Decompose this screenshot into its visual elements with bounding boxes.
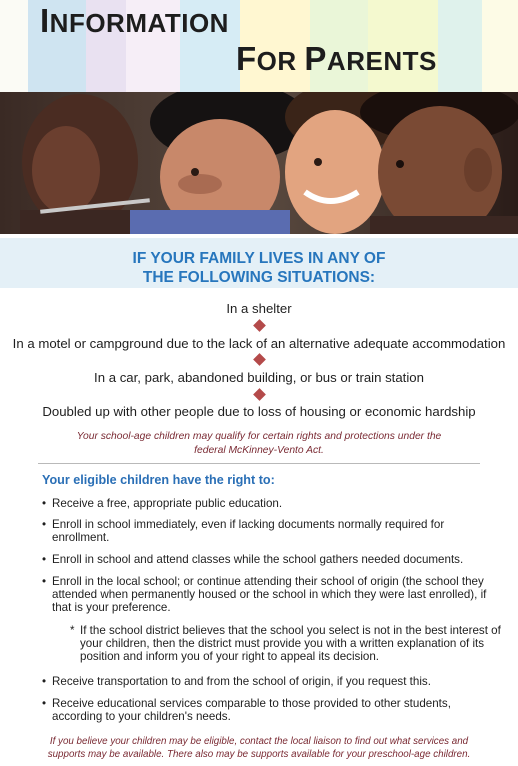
title-initial: I bbox=[40, 2, 50, 39]
eligibility-note-line2: federal McKinney-Vento Act. bbox=[194, 445, 324, 456]
title-rest: OR bbox=[256, 46, 305, 76]
page-title-line1 bbox=[40, 2, 229, 40]
bullet-icon: • bbox=[42, 575, 47, 588]
title-initial: P bbox=[304, 40, 327, 77]
footer-note bbox=[0, 735, 518, 761]
situation-item: Doubled up with other people due to loss of housing or economic hardship bbox=[42, 404, 476, 419]
situations-heading-line1: IF YOUR FAMILY LIVES IN ANY OF bbox=[132, 250, 386, 267]
bullet-icon: • bbox=[42, 553, 47, 566]
rights-item-text: Enroll in school immediately, even if lacking documents normally required for enrollment. bbox=[52, 518, 445, 544]
children-photo-illustration bbox=[0, 92, 518, 234]
rights-heading: Your eligible children have the right to: bbox=[42, 473, 275, 487]
header-stripe bbox=[438, 0, 482, 92]
footer-line1: If you believe your children may be eligible, contact the local liaison to find out what services and bbox=[49, 736, 469, 747]
page-title-line2 bbox=[236, 40, 437, 78]
title-initial: F bbox=[236, 40, 257, 77]
title-rest: NFORMATION bbox=[49, 8, 229, 38]
situations-heading-line2: THE FOLLOWING SITUATIONS: bbox=[142, 269, 376, 286]
eligibility-note-line1: Your school-age children may qualify for certain rights and protections under the bbox=[76, 431, 442, 442]
situation-item: In a shelter bbox=[226, 301, 292, 316]
rights-item-text: Receive a free, appropriate public education. bbox=[52, 497, 283, 510]
situation-item: In a motel or campground due to the lack of an alternative adequate accommodation bbox=[12, 336, 506, 351]
rights-item-text: Receive educational services comparable to those provided to other students, according to your children's needs. bbox=[52, 697, 451, 723]
situation-item: In a car, park, abandoned building, or bus or train station bbox=[94, 370, 424, 385]
rights-list-item bbox=[42, 553, 512, 566]
rights-list-item bbox=[42, 575, 512, 614]
children-photo bbox=[0, 92, 518, 234]
rights-list-item bbox=[42, 675, 512, 688]
diamond-icon bbox=[253, 353, 266, 366]
asterisk-icon: * bbox=[70, 624, 75, 637]
diamond-icon bbox=[253, 388, 266, 401]
appeal-note-text: If the school district believes that the school you select is not in the best interest of your children, then the district must provide you with a written explanation of its position and inform you of your right to appeal its decision. bbox=[80, 624, 501, 663]
divider bbox=[38, 463, 480, 464]
rights-list-item bbox=[42, 497, 512, 510]
header-banner bbox=[0, 0, 518, 92]
header-stripe bbox=[482, 0, 518, 92]
rights-item-text: Enroll in the local school; or continue attending their school of origin (the school they attended when permanently housed or the school in which they were last enrolled), if that is your preference. bbox=[52, 575, 487, 614]
rights-item-text: Receive transportation to and from the school of origin, if you request this. bbox=[52, 675, 431, 688]
footer-line2: supports may be available. There also may be supports available for your preschool-age children. bbox=[47, 749, 471, 760]
bullet-icon: • bbox=[42, 518, 47, 531]
bullet-icon: • bbox=[42, 497, 47, 510]
title-rest: ARENTS bbox=[326, 46, 437, 76]
diamond-icon bbox=[253, 319, 266, 332]
rights-list-item bbox=[42, 697, 512, 723]
bullet-icon: • bbox=[42, 675, 47, 688]
rights-list-item bbox=[42, 518, 512, 544]
rights-item-text: Enroll in school and attend classes while the school gathers needed documents. bbox=[52, 553, 464, 566]
appeal-note bbox=[70, 624, 510, 663]
bullet-icon: • bbox=[42, 697, 47, 710]
